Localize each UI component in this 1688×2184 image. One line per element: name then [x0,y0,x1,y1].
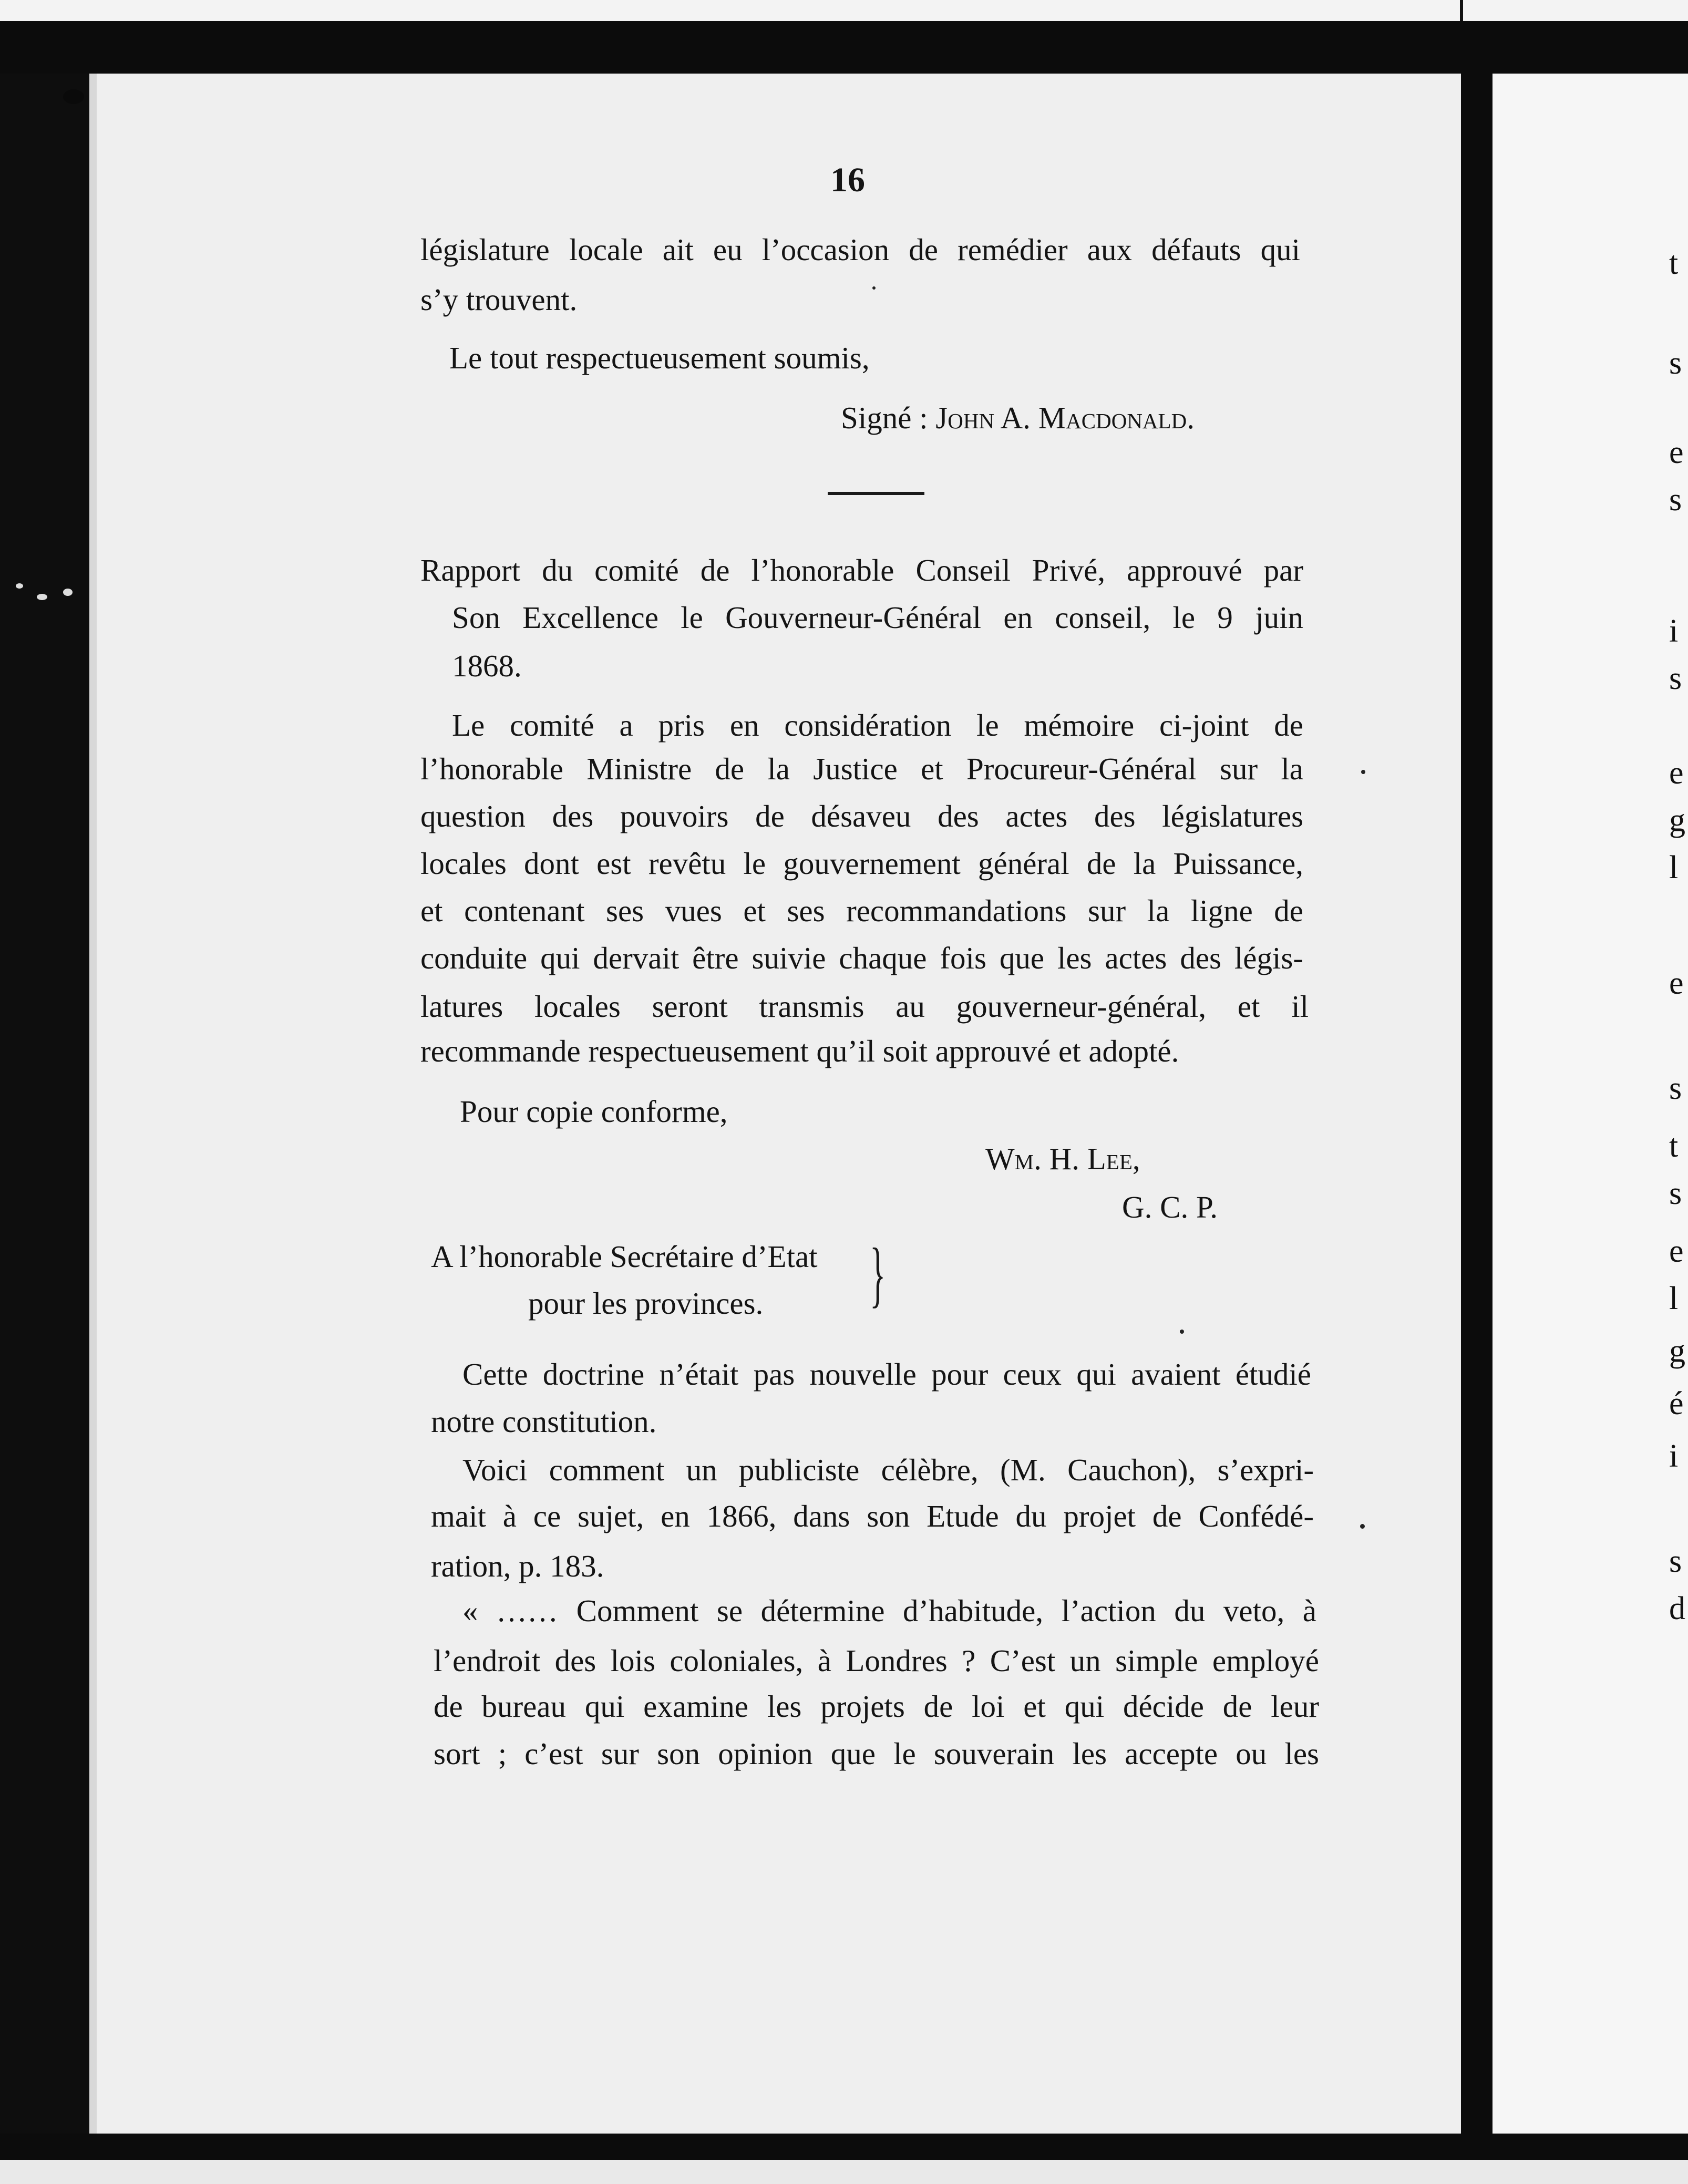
adjacent-page-fragment: e [1669,965,1684,1001]
adjacent-page-fragment: s [1669,482,1682,518]
body-line: l’honorable Ministre de la Justice et Procureur-Général sur la [420,751,1303,786]
adjacent-page-fragment: e [1669,755,1684,791]
adjacent-page-fragment: s [1669,1176,1682,1211]
body-line: s’y trouvent. [420,282,578,317]
adjacent-page-fragment: e [1669,1233,1684,1269]
adjacent-page-fragment: d [1669,1591,1685,1626]
body-line: locales dont est revêtu le gouvernement général de la Puissance, [420,846,1303,881]
quote-line: de bureau qui examine les projets de loi et qui décide de leur [434,1689,1319,1724]
body-line: notre constitution. [431,1404,657,1439]
address-brace: } [870,1233,886,1315]
adjacent-page-fragment: l [1669,850,1679,885]
closing-line: Le tout respectueusement soumis, [449,341,870,375]
address-line: A l’honorable Secrétaire d’Etat [431,1239,818,1274]
body-line: Voici comment un publiciste célèbre, (M. Cauchon), s’expri- [462,1452,1314,1487]
page-number: 16 [830,161,865,199]
address-line: pour les provinces. [528,1286,764,1321]
quote-line: « …… Comment se détermine d’habitude, l’action du veto, à [462,1593,1316,1628]
page-speck [1361,770,1365,774]
quote-line: sort ; c’est sur son opinion que le souverain les accepte ou les [434,1736,1319,1771]
adjacent-page-fragment: t [1669,1128,1679,1164]
signature-prefix: Signé : [841,400,928,435]
body-line: conduite qui dervait être suivie chaque fois que les actes des légis- [420,941,1303,975]
body-line: Le comité a pris en considération le mémoire ci-joint de [452,708,1303,743]
body-line: latures locales seront transmis au gouverneur-général, et il [420,989,1309,1024]
adjacent-page-fragment: i [1669,613,1679,649]
adjacent-page-fragment: t [1669,245,1679,281]
body-line: recommande respectueusement qu’il soit approuvé et adopté. [420,1034,1179,1068]
report-heading-line: Son Excellence le Gouverneur-Général en conseil, le 9 juin [452,600,1303,635]
adjacent-page-fragment: g [1669,1333,1685,1369]
signature-name: John A. Macdonald. [935,400,1195,435]
adjacent-page-fragment: s [1669,661,1682,696]
adjacent-page-fragment: é [1669,1386,1684,1421]
page-speck [1180,1330,1184,1334]
page-speck [872,286,876,290]
signature-macdonald [841,399,1195,436]
signature-lee-title: G. C. P. [1122,1190,1218,1224]
body-line: législature locale ait eu l’occasion de remédier aux défauts qui [420,232,1300,267]
adjacent-page-fragment: s [1669,345,1682,381]
adjacent-page-fragment: g [1669,802,1685,838]
adjacent-page-fragment: s [1669,1070,1682,1106]
body-line: mait à ce sujet, en 1866, dans son Etude du projet de Confédé- [431,1499,1314,1533]
copy-line: Pour copie conforme, [460,1094,728,1129]
adjacent-page-fragment: s [1669,1543,1682,1579]
report-heading-line: 1868. [452,648,522,683]
adjacent-page-fragment: i [1669,1438,1679,1474]
section-divider [828,492,924,495]
report-heading-line: Rapport du comité de l’honorable Conseil Privé, approuvé par [420,553,1303,588]
quote-line: l’endroit des lois coloniales, à Londres ? C’est un simple employé [434,1643,1319,1678]
body-line: question des pouvoirs de désaveu des actes des législatures [420,799,1303,833]
adjacent-page-fragment: e [1669,435,1684,470]
signature-lee-name: Wm. H. Lee, [985,1141,1140,1176]
page-speck [1360,1524,1365,1529]
body-line: et contenant ses vues et ses recommandations sur la ligne de [420,893,1303,928]
body-line: Cette doctrine n’était pas nouvelle pour ceux qui avaient étudié [462,1357,1311,1392]
adjacent-page-fragment: l [1669,1281,1679,1316]
body-line: ration, p. 183. [431,1549,604,1583]
